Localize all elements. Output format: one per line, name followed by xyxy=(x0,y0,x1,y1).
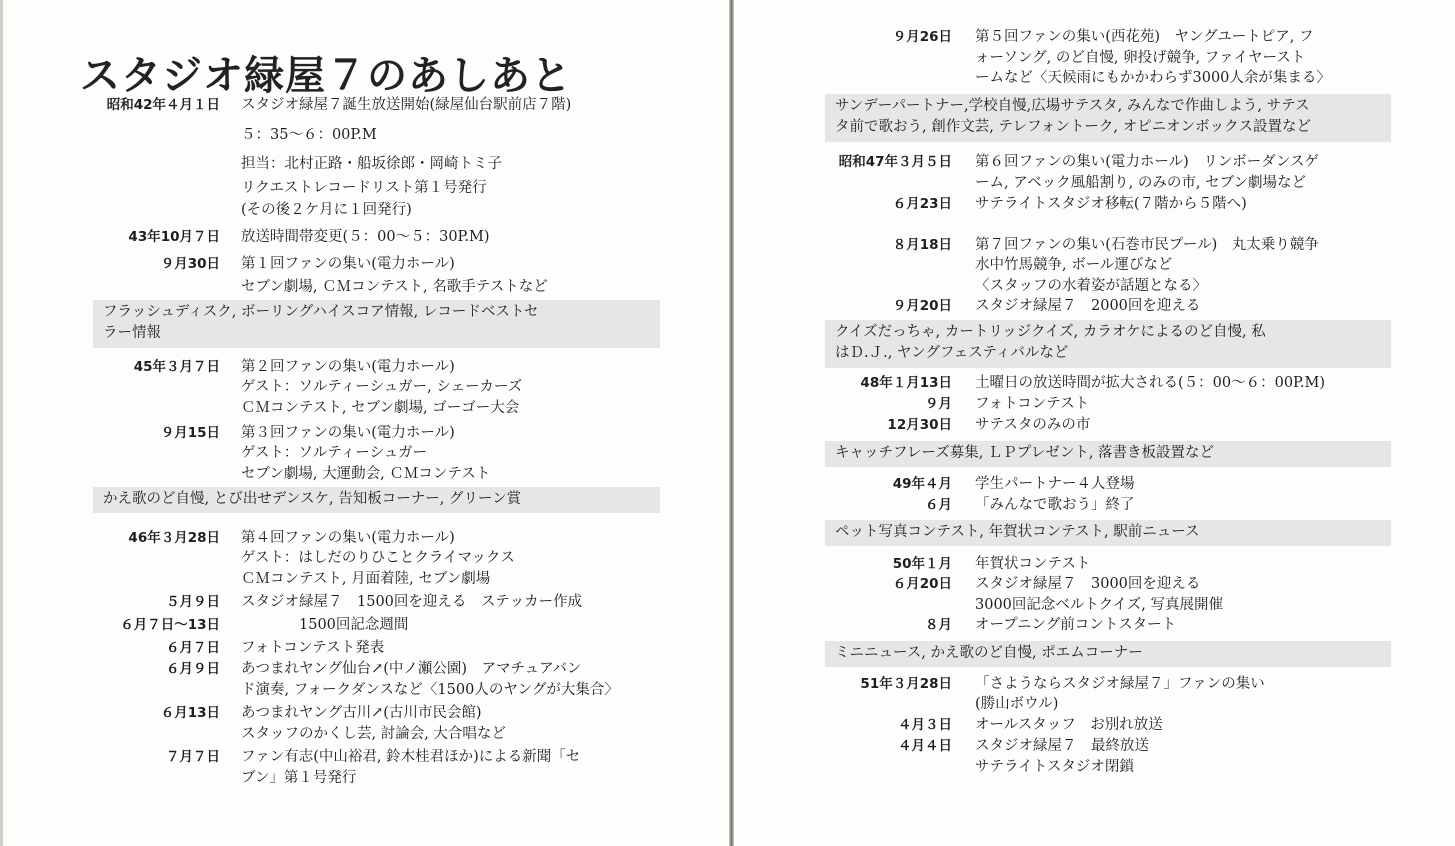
timeline-text: スタジオ緑屋７ 3000回を迎える xyxy=(975,576,1201,592)
timeline-date: ６月13日 xyxy=(160,705,220,721)
timeline-row xyxy=(737,715,1455,736)
timeline-text: 水中竹馬競争, ボール運びなど xyxy=(975,257,1173,273)
timeline-text: スタッフのかくし芸, 討論会, 大合唱など xyxy=(241,726,506,742)
right-page xyxy=(737,0,1455,846)
timeline-row xyxy=(737,694,1455,715)
timeline-row xyxy=(737,415,1455,436)
timeline-row xyxy=(0,95,720,116)
timeline-text: 〈スタッフの水着姿が話題となる〉 xyxy=(975,278,1207,294)
timeline-text: 第６回ファンの集い(電力ホール) リンボーダンスゲ xyxy=(975,154,1319,170)
timeline-date: ４月３日 xyxy=(898,717,952,733)
timeline-date: 昭和47年３月５日 xyxy=(838,154,952,170)
timeline-row xyxy=(0,277,720,298)
timeline-date: 50年１月 xyxy=(892,556,952,572)
timeline-date: ９月 xyxy=(925,396,952,412)
timeline-date: 43年10月７日 xyxy=(128,229,220,245)
timeline-row xyxy=(0,615,720,636)
timeline-row xyxy=(737,27,1455,48)
timeline-row xyxy=(0,357,720,378)
timeline-text: 1500回記念週間 xyxy=(299,617,409,633)
timeline-row xyxy=(737,394,1455,415)
timeline-text: サテスタのみの市 xyxy=(975,417,1091,433)
timeline-row xyxy=(737,736,1455,757)
timeline-text: ファン有志(中山裕君, 鈴木桂君ほか)による新聞「セ xyxy=(241,749,581,765)
program-corner-line: ミニニュース, かえ歌のど自慢, ポエムコーナー xyxy=(835,645,1143,661)
timeline-text: 第７回ファンの集い(石巻市民プール) 丸太乗り競争 xyxy=(975,237,1319,253)
program-corner-line: ラー情報 xyxy=(103,325,161,341)
timeline-date: ６月20日 xyxy=(892,576,952,592)
timeline-row xyxy=(0,464,720,485)
timeline-text: 年賀状コンテスト xyxy=(975,556,1091,572)
timeline-row xyxy=(737,674,1455,695)
timeline-date: ９月26日 xyxy=(892,29,952,45)
timeline-text: スタジオ緑屋７ 最終放送 xyxy=(975,738,1149,754)
timeline-text: 第３回ファンの集い(電力ホール) xyxy=(241,425,455,441)
timeline-row xyxy=(737,296,1455,317)
timeline-text: ォーソング, のど自慢, 卵投げ競争, ファイヤースト xyxy=(975,50,1306,66)
timeline-text: フォトコンテスト発表 xyxy=(241,640,385,656)
timeline-text: オールスタッフ お別れ放送 xyxy=(975,717,1163,733)
timeline-text: 第１回ファンの集い(電力ホール) xyxy=(241,256,455,272)
timeline-date: ４月４日 xyxy=(898,738,952,754)
timeline-row xyxy=(737,574,1455,595)
timeline-row xyxy=(0,423,720,444)
timeline-text: (その後２ケ月に１回発行) xyxy=(241,202,412,218)
timeline-text: 第５回ファンの集い(西花苑) ヤングユートピア, フ xyxy=(975,29,1314,45)
program-corner-box xyxy=(825,320,1391,368)
timeline-text: ゲスト：ソルティーシュガー, シェーカーズ xyxy=(241,379,523,395)
page-fold xyxy=(729,0,734,846)
program-corner-box xyxy=(825,441,1391,467)
timeline-date: 48年１月13日 xyxy=(860,375,952,391)
timeline-text: 担当：北村正路・船坂徐郎・岡崎トミ子 xyxy=(241,156,502,172)
timeline-text: あつまれヤング仙台↗(中ノ瀬公園) アマチュアバン xyxy=(241,661,582,677)
timeline-date: ９月20日 xyxy=(892,298,952,314)
timeline-row xyxy=(0,200,720,221)
timeline-text: ゲスト：ソルティーシュガー xyxy=(241,445,428,461)
program-corner-line: サンデーパートナー,学校自慢,広場サテスタ, みんなで作曲しよう, サテス xyxy=(835,98,1310,114)
timeline-date: 45年３月７日 xyxy=(133,359,220,375)
timeline-text: オープニング前コントスタート xyxy=(975,617,1177,633)
timeline-row xyxy=(737,276,1455,297)
timeline-row xyxy=(0,377,720,398)
timeline-text: スタジオ緑屋７ 2000回を迎える xyxy=(975,298,1201,314)
timeline-row xyxy=(737,615,1455,636)
timeline-date: 昭和42年４月１日 xyxy=(106,97,220,113)
timeline-date: ７月７日 xyxy=(166,749,220,765)
timeline-row xyxy=(0,724,720,745)
page-title: スタジオ緑屋７のあしあと xyxy=(80,53,572,99)
timeline-row xyxy=(0,227,720,248)
timeline-row xyxy=(737,474,1455,495)
timeline-text: 学生パートナー４人登場 xyxy=(975,476,1135,492)
timeline-text: 第４回ファンの集い(電力ホール) xyxy=(241,530,455,546)
program-corner-line: フラッシュディスク, ボーリングハイスコア情報, レコードベストセ xyxy=(103,304,539,320)
timeline-date: ６月９日 xyxy=(166,661,220,677)
timeline-text: 3000回記念ベルトクイズ, 写真展開催 xyxy=(975,597,1223,613)
timeline-row xyxy=(0,154,720,175)
program-corner-box xyxy=(825,520,1391,546)
timeline-text: 土曜日の放送時間が拡大される(５：00〜６：00P.M) xyxy=(975,375,1325,391)
timeline-date: 12月30日 xyxy=(887,417,952,433)
timeline-row xyxy=(0,638,720,659)
timeline-text: ５：35〜６：00P.M xyxy=(241,127,377,143)
timeline-row xyxy=(0,768,720,789)
timeline-row xyxy=(0,178,720,199)
timeline-date: ８月18日 xyxy=(892,237,952,253)
timeline-date: ６月７日 xyxy=(166,640,220,656)
timeline-text: あつまれヤング古川↗(古川市民会館) xyxy=(241,705,482,721)
timeline-row xyxy=(737,235,1455,256)
timeline-text: サテライトスタジオ移転(７階から５階へ) xyxy=(975,196,1247,212)
timeline-text: ド演奏, フォークダンスなど〈1500人のヤングが大集合〉 xyxy=(241,682,619,698)
timeline-row xyxy=(737,554,1455,575)
timeline-text: スタジオ緑屋７ 1500回を迎える ステッカー作成 xyxy=(241,594,583,610)
timeline-row xyxy=(737,495,1455,516)
timeline-row xyxy=(737,173,1455,194)
timeline-text: ームなど〈天候雨にもかかわらず3000人余が集まる〉 xyxy=(975,70,1331,86)
timeline-text: リクエストレコードリスト第１号発行 xyxy=(241,180,487,196)
program-corner-box xyxy=(825,641,1391,667)
timeline-row xyxy=(737,68,1455,89)
timeline-row xyxy=(0,569,720,590)
timeline-row xyxy=(0,680,720,701)
timeline-text: サテライトスタジオ閉鎖 xyxy=(975,759,1134,775)
timeline-text: 放送時間帯変更(５：00〜５：30P.M) xyxy=(241,229,490,245)
program-corner-line: キャッチフレーズ募集, ＬＰプレゼント, 落書き板設置など xyxy=(835,445,1215,461)
timeline-text: セブン劇場, ＣＭコンテスト, 名歌手テストなど xyxy=(241,279,548,295)
timeline-row xyxy=(737,48,1455,69)
timeline-date: ６月 xyxy=(925,497,952,513)
timeline-text: ーム, アベック風船割り, のみの市, セブン劇場など xyxy=(975,175,1306,191)
timeline-text: セブン劇場, 大運動会, ＣＭコンテスト xyxy=(241,466,491,482)
timeline-row xyxy=(737,595,1455,616)
timeline-date: ６月23日 xyxy=(892,196,952,212)
timeline-row xyxy=(0,592,720,613)
timeline-row xyxy=(0,443,720,464)
program-corner-box xyxy=(825,94,1391,142)
timeline-text: (勝山ボウル) xyxy=(975,696,1059,712)
timeline-text: ゲスト：はしだのりひことクライマックス xyxy=(241,550,515,566)
timeline-row xyxy=(737,757,1455,778)
timeline-text: 第２回ファンの集い(電力ホール) xyxy=(241,359,455,375)
timeline-row xyxy=(737,152,1455,173)
timeline-text: 「みんなで歌おう」終了 xyxy=(975,497,1135,513)
program-corner-box xyxy=(93,300,660,348)
timeline-text: ブン」第１号発行 xyxy=(241,770,357,786)
timeline-date: ６月７日〜13日 xyxy=(120,617,220,633)
timeline-date: ８月 xyxy=(925,617,952,633)
timeline-row xyxy=(0,528,720,549)
program-corner-line: クイズだっちゃ, カートリッジクイズ, カラオケによるのど自慢, 私 xyxy=(835,324,1266,340)
timeline-date: ９月30日 xyxy=(160,256,220,272)
timeline-row xyxy=(0,703,720,724)
program-corner-line: タ前で歌おう, 創作文芸, テレフォントーク, オピニオンボックス設置など xyxy=(835,119,1311,135)
program-corner-box xyxy=(93,487,660,513)
timeline-text: フォトコンテスト xyxy=(975,396,1090,412)
program-corner-line: かえ歌のど自慢, とび出せデンスケ, 告知板コーナー, グリーン賞 xyxy=(103,491,522,507)
timeline-text: ＣＭコンテスト, セブン劇場, ゴーゴー大会 xyxy=(241,400,520,416)
timeline-text: ＣＭコンテスト, 月面着陸, セブン劇場 xyxy=(241,571,491,587)
timeline-date: ９月15日 xyxy=(160,425,220,441)
timeline-row xyxy=(0,747,720,768)
program-corner-line: はＤ.Ｊ., ヤングフェスティバルなど xyxy=(835,345,1069,361)
timeline-text: スタジオ緑屋７誕生放送開始(緑屋仙台駅前店７階) xyxy=(241,97,572,113)
program-corner-line: ペット写真コンテスト, 年賀状コンテスト, 駅前ニュース xyxy=(835,524,1200,540)
timeline-date: 49年４月 xyxy=(892,476,952,492)
timeline-text: 「さようならスタジオ緑屋７」ファンの集い xyxy=(975,676,1265,692)
timeline-row xyxy=(0,548,720,569)
timeline-row xyxy=(737,194,1455,215)
timeline-row xyxy=(737,255,1455,276)
timeline-date: 46年３月28日 xyxy=(128,530,220,546)
timeline-date: ５月９日 xyxy=(166,594,220,610)
timeline-date: 51年３月28日 xyxy=(860,676,952,692)
timeline-row xyxy=(0,398,720,419)
timeline-row xyxy=(737,373,1455,394)
timeline-row xyxy=(0,659,720,680)
timeline-row xyxy=(0,254,720,275)
timeline-row xyxy=(0,125,720,146)
